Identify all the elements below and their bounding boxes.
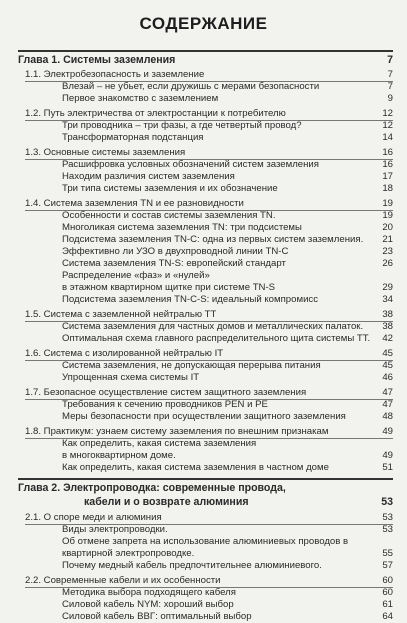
toc-section — [0, 147, 407, 159]
toc-entry-title: Подсистема заземления TN-C: одна из первых систем заземления. — [62, 234, 364, 245]
toc-entry-page: 53 — [381, 496, 393, 508]
toc-entry-title: Три проводника – три фазы, а где четвертый провод? — [62, 120, 302, 131]
toc-entry-page: 64 — [382, 611, 393, 622]
toc-entry-page: 7 — [387, 81, 393, 92]
toc-section — [0, 426, 407, 438]
toc-subsection — [0, 246, 407, 258]
toc-subsection — [0, 560, 407, 572]
toc-entry-page: 19 — [382, 198, 393, 209]
toc-subsection — [0, 171, 407, 183]
toc-entry-page: 23 — [382, 246, 393, 257]
toc-subsection — [0, 120, 407, 132]
toc-entry-page: 49 — [382, 426, 393, 437]
toc-entry-page: 46 — [382, 372, 393, 383]
toc-entry-title: 1.6. Система с изолированной нейтралью IT — [25, 348, 224, 359]
toc-entry-title: Находим различия систем заземления — [62, 171, 235, 182]
toc-section — [0, 198, 407, 210]
toc-entry-page: 19 — [382, 210, 393, 221]
toc-subsection — [0, 587, 407, 599]
chapter-rule — [18, 50, 393, 52]
toc-entry-title: 2.2. Современные кабели и их особенности — [25, 575, 221, 586]
toc-entry-page: 38 — [382, 309, 393, 320]
toc-entry-title: Методика выбора подходящего кабеля — [62, 587, 236, 598]
toc-entry-page: 14 — [382, 132, 393, 143]
toc-entry-page: 7 — [387, 54, 393, 66]
toc-subsection — [0, 93, 407, 105]
toc-entry-title: 1.5. Система с заземленной нейтралью TT — [25, 309, 217, 320]
toc-entry-page: 38 — [382, 321, 393, 332]
toc-entry-title: Упрощенная схема системы IT — [62, 372, 200, 383]
toc-entry-title: Три типа системы заземления и их обозначение — [62, 183, 278, 194]
toc-entry-page: 47 — [382, 387, 393, 398]
toc-entry-title: 1.2. Путь электричества от электростанции к потребителю — [25, 108, 286, 119]
toc-subsection — [0, 360, 407, 372]
toc-section — [0, 69, 407, 81]
toc-entry-title: Эффективно ли УЗО в двухпроводной линии TN-C — [62, 246, 289, 257]
toc-entry-title: Как определить, какая система заземления — [62, 438, 257, 449]
toc-subsection — [0, 294, 407, 306]
toc-entry-title: 1.1. Электробезопасность и заземление — [25, 69, 205, 80]
toc-entry-title: Об отмене запрета на использование алюминиевых проводов в — [62, 536, 349, 547]
toc-entry-title: Глава 2. Электропроводка: современные провода, — [18, 482, 286, 494]
toc-entry-page: 61 — [382, 599, 393, 610]
toc-entry-page: 53 — [382, 512, 393, 523]
toc-subsection — [0, 222, 407, 234]
toc-entry-page: 51 — [382, 462, 393, 473]
toc-entry-title: Силовой кабель NYM: хороший выбор — [62, 599, 234, 610]
toc-subsection — [0, 132, 407, 144]
toc-subsection — [0, 159, 407, 171]
toc-entry-page: 34 — [382, 294, 393, 305]
toc-subsection — [0, 438, 407, 450]
toc-subsection — [0, 611, 407, 623]
toc-subsection — [0, 462, 407, 474]
toc-section — [0, 387, 407, 399]
toc-entry-title: Первое знакомство с заземлением — [62, 93, 219, 104]
toc-entry-page: 45 — [382, 348, 393, 359]
toc-section — [0, 575, 407, 587]
toc-subsection — [0, 183, 407, 195]
toc-entry-title: в этажном квартирном щитке при системе TN-S — [62, 282, 276, 293]
toc-subsection — [0, 258, 407, 270]
toc-entry-title: 1.8. Практикум: узнаем систему заземления по внешним признакам — [25, 426, 329, 437]
toc-entry-title: Система заземления, не допускающая перерыва питания — [62, 360, 321, 371]
toc-entry-title: Подсистема заземления TN-C-S: идеальный компромисс — [62, 294, 319, 305]
toc-entry-page: 7 — [387, 69, 393, 80]
toc-entry-title: квартирной электропроводке. — [62, 548, 195, 559]
toc-entry-title: Система заземления для частных домов и металлических палаток. — [62, 321, 364, 332]
toc-entry-page: 47 — [382, 399, 393, 410]
toc-entry-title: 1.7. Безопасное осуществление систем защитного заземления — [25, 387, 307, 398]
toc-subsection — [0, 333, 407, 345]
toc-entry-title: Меры безопасности при осуществлении защитного заземления — [62, 411, 346, 422]
toc-subsection — [0, 548, 407, 560]
toc-entry-page: 29 — [382, 282, 393, 293]
toc-entry-title: Оптимальная схема главного распределительного щита системы TT. — [62, 333, 371, 344]
toc-entry-page: 60 — [382, 587, 393, 598]
toc-section — [0, 348, 407, 360]
toc-entry-title: Расшифровка условных обозначений систем заземления — [62, 159, 319, 170]
toc-entry-title: Распределение «фаз» и «нулей» — [62, 270, 210, 281]
toc-entry-page: 12 — [382, 108, 393, 119]
toc-entry-page: 12 — [382, 120, 393, 131]
toc-subsection — [0, 524, 407, 536]
toc-entry-page: 57 — [382, 560, 393, 571]
toc-subsection — [0, 599, 407, 611]
toc-subsection — [0, 536, 407, 548]
toc-entry-title: в многоквартирном доме. — [62, 450, 176, 461]
toc-entry-title: Система заземления TN-S: европейский стандарт — [62, 258, 286, 269]
toc-section — [0, 512, 407, 524]
toc-entry-page: 49 — [382, 450, 393, 461]
toc-entry-page: 17 — [382, 171, 393, 182]
toc-entry-title: Силовой кабель ВВГ: оптимальный выбор — [62, 611, 252, 622]
toc-entry-page: 53 — [382, 524, 393, 535]
toc-entry-title: Трансформаторная подстанция — [62, 132, 204, 143]
toc-chapter — [0, 54, 407, 66]
toc-entry-title: Многоликая система заземления TN: три подсистемы — [62, 222, 302, 233]
toc-subsection — [0, 81, 407, 93]
toc-entry-title: Виды электропроводки. — [62, 524, 168, 535]
toc-entry-page: 55 — [382, 548, 393, 559]
toc-subsection — [0, 450, 407, 462]
toc-entry-page: 20 — [382, 222, 393, 233]
toc-entry-page: 16 — [382, 147, 393, 158]
toc-subsection — [0, 282, 407, 294]
toc-entry-page: 21 — [382, 234, 393, 245]
toc-entry-page: 9 — [387, 93, 393, 104]
page-title: СОДЕРЖАНИЕ — [139, 14, 268, 33]
toc-entry-page: 42 — [382, 333, 393, 344]
toc-entry-page: 60 — [382, 575, 393, 586]
toc-entry-title: 2.1. О споре меди и алюминия — [25, 512, 162, 523]
toc-entry-title: Требования к сечению проводников PEN и PE — [62, 399, 268, 410]
toc-entry-page: 16 — [382, 159, 393, 170]
chapter-rule — [18, 478, 393, 480]
toc-subsection — [0, 210, 407, 222]
toc-entry-title: Глава 1. Системы заземления — [18, 54, 176, 66]
toc-section — [0, 108, 407, 120]
toc-subsection — [0, 372, 407, 384]
toc-entry-page: 18 — [382, 183, 393, 194]
toc-entry-title: Почему медный кабель предпочтительнее алюминиевого. — [62, 560, 322, 571]
toc-subsection — [0, 270, 407, 282]
toc-subsection — [0, 321, 407, 333]
toc-chapter — [0, 482, 407, 494]
toc-subsection — [0, 411, 407, 423]
toc-entry-title: 1.3. Основные системы заземления — [25, 147, 186, 158]
toc-subsection — [0, 234, 407, 246]
toc-entry-title: кабели и о возврате алюминия — [84, 496, 249, 508]
toc-entry-title: Как определить, какая система заземления в частном доме — [62, 462, 329, 473]
toc-entry-title: Влезай – не убьет, если дружишь с мерами безопасности — [62, 81, 320, 92]
toc-chapter — [0, 496, 407, 508]
toc-entry-title: Особенности и состав системы заземления TN. — [62, 210, 276, 221]
toc-entry-page: 26 — [382, 258, 393, 269]
toc-entry-page: 45 — [382, 360, 393, 371]
toc-subsection — [0, 399, 407, 411]
toc-entry-page: 48 — [382, 411, 393, 422]
toc-entry-title: 1.4. Система заземления TN и ее разновидности — [25, 198, 244, 209]
toc-section — [0, 309, 407, 321]
